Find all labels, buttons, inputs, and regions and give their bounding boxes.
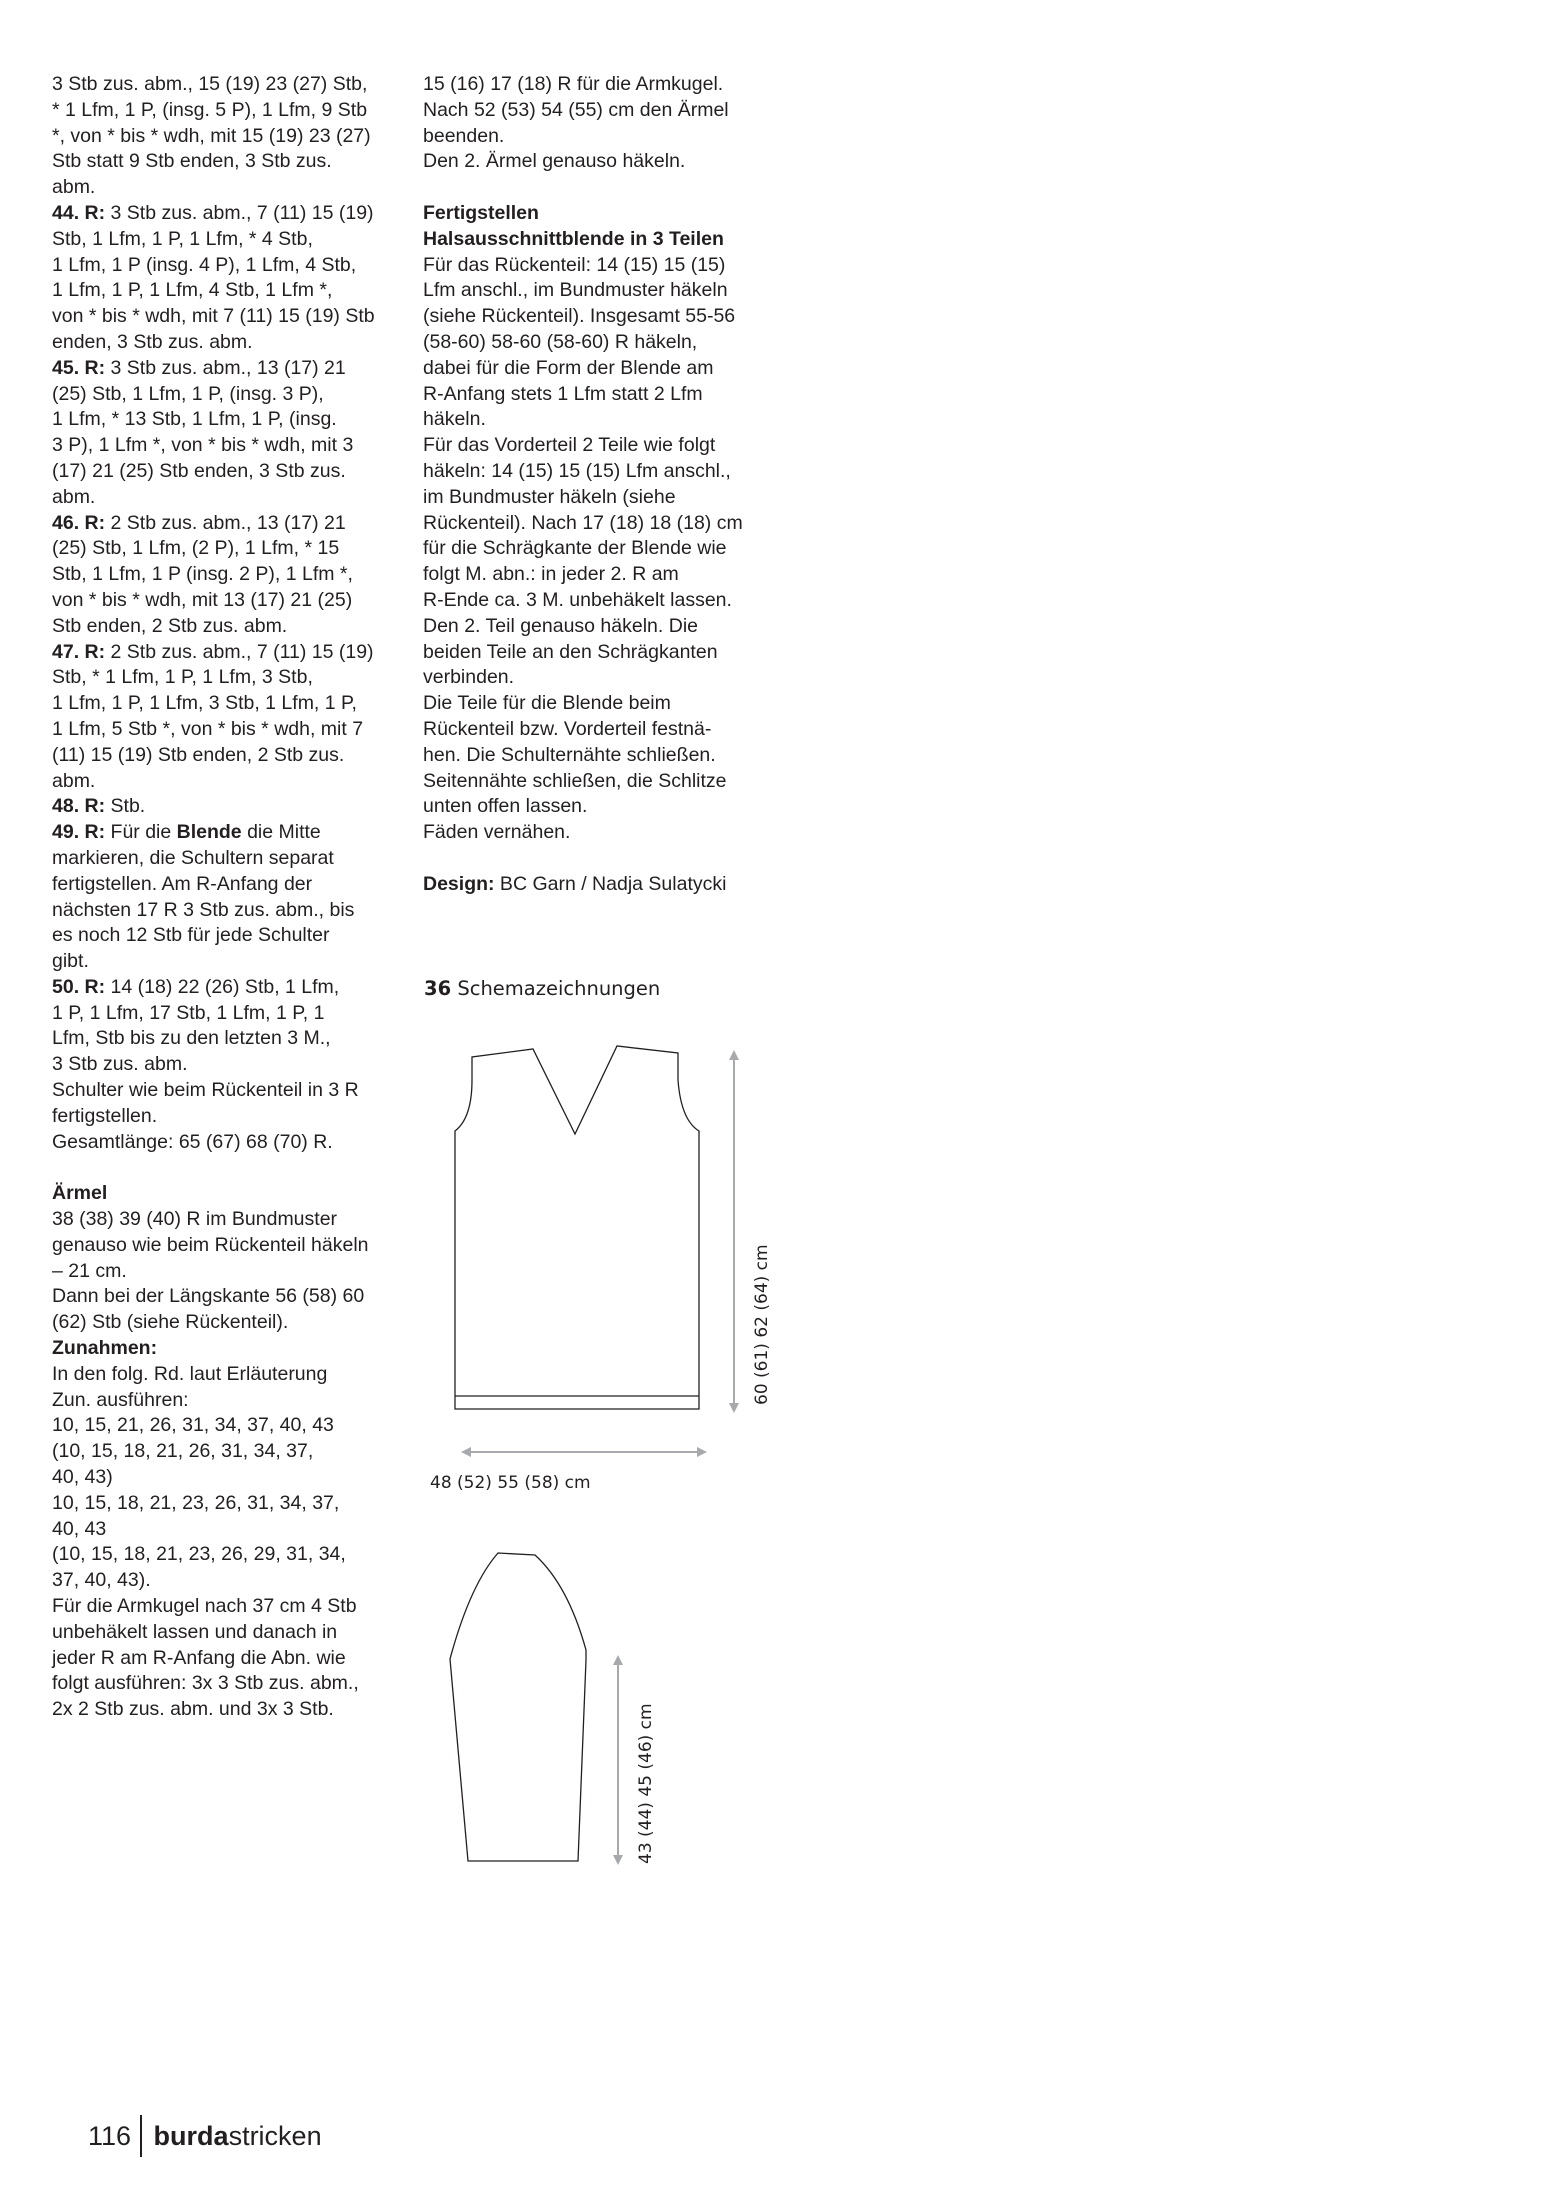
- vest-outline: [455, 1046, 699, 1409]
- text-line: Den 2. Teil genauso häkeln. Die: [423, 614, 698, 637]
- text-line: von * bis * wdh, mit 7 (11) 15 (19) Stb: [52, 305, 375, 328]
- text-line: 37, 40, 43).: [52, 1569, 151, 1592]
- right-text-column: [423, 72, 773, 898]
- text-line: 1 Lfm, 5 Stb *, von * bis * wdh, mit 7: [52, 717, 364, 740]
- text-line: 48. R: Stb.: [52, 795, 146, 818]
- text-line: fertigstellen.: [52, 1104, 158, 1127]
- text-line: Zunahmen:: [52, 1337, 158, 1360]
- text-line: abm.: [52, 485, 96, 508]
- text-line: Zun. ausführen:: [52, 1388, 189, 1411]
- text-line: Rückenteil bzw. Vorderteil festnä-: [423, 717, 712, 740]
- page-footer: [88, 2116, 322, 2156]
- text-line: beiden Teile an den Schrägkanten: [423, 640, 718, 663]
- text-line: Für das Rückenteil: 14 (15) 15 (15): [423, 253, 726, 276]
- vest-height-label: 60 (61) 62 (64) cm: [752, 1244, 772, 1405]
- text-line: 1 Lfm, 1 P (insg. 4 P), 1 Lfm, 4 Stb,: [52, 253, 357, 276]
- text-line: hen. Die Schulternähte schließen.: [423, 743, 716, 766]
- text-line: (10, 15, 18, 21, 26, 31, 34, 37,: [52, 1440, 314, 1463]
- text-line: 2x 2 Stb zus. abm. und 3x 3 Stb.: [52, 1698, 334, 1721]
- footer-divider: [140, 2115, 142, 2157]
- text-line: Stb, 1 Lfm, 1 P (insg. 2 P), 1 Lfm *,: [52, 563, 353, 586]
- text-line: R-Ende ca. 3 M. unbehäkelt lassen.: [423, 588, 732, 611]
- text-line: abm.: [52, 769, 96, 792]
- text-line: (11) 15 (19) Stb enden, 2 Stb zus.: [52, 743, 345, 766]
- text-line: enden, 3 Stb zus. abm.: [52, 330, 253, 353]
- text-line: 46. R: 2 Stb zus. abm., 13 (17) 21: [52, 511, 346, 534]
- text-line: (17) 21 (25) Stb enden, 3 Stb zus.: [52, 459, 346, 482]
- text-line: unten offen lassen.: [423, 795, 588, 818]
- text-line: 10, 15, 21, 26, 31, 34, 37, 40, 43: [52, 1414, 334, 1437]
- text-line: * 1 Lfm, 1 P, (insg. 5 P), 1 Lfm, 9 Stb: [52, 98, 368, 121]
- text-line: abm.: [52, 176, 96, 199]
- text-line: verbinden.: [423, 666, 515, 689]
- sleeve-length-label: 43 (44) 45 (46) cm: [636, 1703, 656, 1864]
- text-line: (62) Stb (siehe Rückenteil).: [52, 1311, 289, 1334]
- text-line: von * bis * wdh, mit 13 (17) 21 (25): [52, 588, 353, 611]
- text-line: gibt.: [52, 950, 89, 973]
- text-line: Schulter wie beim Rückenteil in 3 R: [52, 1079, 359, 1102]
- sleeve-schematic: [450, 1553, 586, 1861]
- diagram-caption: 36 Schemazeichnungen: [424, 977, 661, 1000]
- text-line: im Bundmuster häkeln (siehe: [423, 485, 676, 508]
- text-line: Stb statt 9 Stb enden, 3 Stb zus.: [52, 150, 332, 173]
- text-line: In den folg. Rd. laut Erläuterung: [52, 1362, 328, 1385]
- text-line: 3 Stb zus. abm.: [52, 1053, 188, 1076]
- text-line: Stb enden, 2 Stb zus. abm.: [52, 614, 288, 637]
- text-line: (siehe Rückenteil). Insgesamt 55-56: [423, 305, 736, 328]
- sleeve-outline: [450, 1553, 586, 1861]
- text-line: 49. R: Für die Blende die Mitte: [52, 821, 321, 844]
- text-line: 3 Stb zus. abm., 15 (19) 23 (27) Stb,: [52, 73, 368, 95]
- text-line: unbehäkelt lassen und danach in: [52, 1620, 338, 1643]
- text-line: Rückenteil). Nach 17 (18) 18 (18) cm: [423, 511, 743, 534]
- text-line: 10, 15, 18, 21, 23, 26, 31, 34, 37,: [52, 1491, 340, 1514]
- text-line: 40, 43: [52, 1517, 107, 1540]
- text-line: es noch 12 Stb für jede Schulter: [52, 924, 330, 947]
- paragraph-gap: [423, 175, 773, 201]
- text-line: 15 (16) 17 (18) R für die Armkugel.: [423, 73, 724, 95]
- text-line: Den 2. Ärmel genauso häkeln.: [423, 150, 686, 173]
- text-line: (25) Stb, 1 Lfm, (2 P), 1 Lfm, * 15: [52, 537, 340, 560]
- vest-schematic: [455, 1046, 699, 1409]
- text-line: Gesamtlänge: 65 (67) 68 (70) R.: [52, 1130, 333, 1153]
- text-line: – 21 cm.: [52, 1259, 127, 1282]
- text-line: Seitennähte schließen, die Schlitze: [423, 769, 727, 792]
- text-line: folgt ausführen: 3x 3 Stb zus. abm.,: [52, 1672, 359, 1695]
- text-line: 45. R: 3 Stb zus. abm., 13 (17) 21: [52, 356, 346, 379]
- text-line: Die Teile für die Blende beim: [423, 692, 671, 715]
- text-line: R-Anfang stets 1 Lfm statt 2 Lfm: [423, 382, 703, 405]
- paragraph-gap: [423, 846, 773, 872]
- text-line: folgt M. abn.: in jeder 2. R am: [423, 563, 679, 586]
- text-line: 44. R: 3 Stb zus. abm., 7 (11) 15 (19): [52, 201, 374, 224]
- text-line: Für das Vorderteil 2 Teile wie folgt: [423, 434, 716, 457]
- text-line: Nach 52 (53) 54 (55) cm den Ärmel: [423, 98, 729, 121]
- text-line: (25) Stb, 1 Lfm, 1 P, (insg. 3 P),: [52, 382, 324, 405]
- text-line: *, von * bis * wdh, mit 15 (19) 23 (27): [52, 124, 371, 147]
- text-line: fertigstellen. Am R-Anfang der: [52, 872, 313, 895]
- page-number: 116: [88, 2120, 132, 2151]
- text-line: Für die Armkugel nach 37 cm 4 Stb: [52, 1595, 357, 1618]
- text-line: Stb, 1 Lfm, 1 P, 1 Lfm, * 4 Stb,: [52, 227, 313, 250]
- text-line: 1 Lfm, 1 P, 1 Lfm, 3 Stb, 1 Lfm, 1 P,: [52, 692, 357, 715]
- text-line: häkeln: 14 (15) 15 (15) Lfm anschl.,: [423, 459, 731, 482]
- text-line: dabei für die Form der Blende am: [423, 356, 714, 379]
- left-text-column: [52, 72, 402, 1723]
- text-line: 3 P), 1 Lfm *, von * bis * wdh, mit 3: [52, 434, 354, 457]
- text-line: markieren, die Schultern separat: [52, 846, 334, 869]
- text-line: Lfm, Stb bis zu den letzten 3 M.,: [52, 1027, 331, 1050]
- text-line: Dann bei der Längskante 56 (58) 60: [52, 1285, 365, 1308]
- text-line: (58-60) 58-60 (58-60) R häkeln,: [423, 330, 698, 353]
- paragraph-gap: [52, 1155, 402, 1181]
- text-line: Fäden vernähen.: [423, 821, 571, 844]
- text-line: Halsausschnittblende in 3 Teilen: [423, 227, 724, 250]
- text-line: 47. R: 2 Stb zus. abm., 7 (11) 15 (19): [52, 640, 374, 663]
- text-line: 50. R: 14 (18) 22 (26) Stb, 1 Lfm,: [52, 975, 340, 998]
- text-line: Design: BC Garn / Nadja Sulatycki: [423, 872, 727, 895]
- text-line: genauso wie beim Rückenteil häkeln: [52, 1233, 369, 1256]
- text-line: Lfm anschl., im Bundmuster häkeln: [423, 279, 728, 302]
- text-line: beenden.: [423, 124, 505, 147]
- text-line: 38 (38) 39 (40) R im Bundmuster: [52, 1208, 338, 1231]
- text-line: jeder R am R-Anfang die Abn. wie: [52, 1646, 346, 1669]
- text-line: (10, 15, 18, 21, 23, 26, 29, 31, 34,: [52, 1543, 346, 1566]
- text-line: Ärmel: [52, 1182, 108, 1205]
- text-line: Stb, * 1 Lfm, 1 P, 1 Lfm, 3 Stb,: [52, 666, 313, 689]
- text-line: 1 Lfm, * 13 Stb, 1 Lfm, 1 P, (insg.: [52, 408, 337, 431]
- vest-width-label: 48 (52) 55 (58) cm: [430, 1473, 591, 1493]
- text-line: häkeln.: [423, 408, 486, 431]
- text-line: nächsten 17 R 3 Stb zus. abm., bis: [52, 898, 355, 921]
- text-line: 40, 43): [52, 1466, 113, 1489]
- text-line: 1 Lfm, 1 P, 1 Lfm, 4 Stb, 1 Lfm *,: [52, 279, 333, 302]
- magazine-brand: burdastricken: [153, 2120, 322, 2151]
- text-line: 1 P, 1 Lfm, 17 Stb, 1 Lfm, 1 P, 1: [52, 1001, 325, 1024]
- text-line: für die Schrägkante der Blende wie: [423, 537, 727, 560]
- text-line: Fertigstellen: [423, 201, 539, 224]
